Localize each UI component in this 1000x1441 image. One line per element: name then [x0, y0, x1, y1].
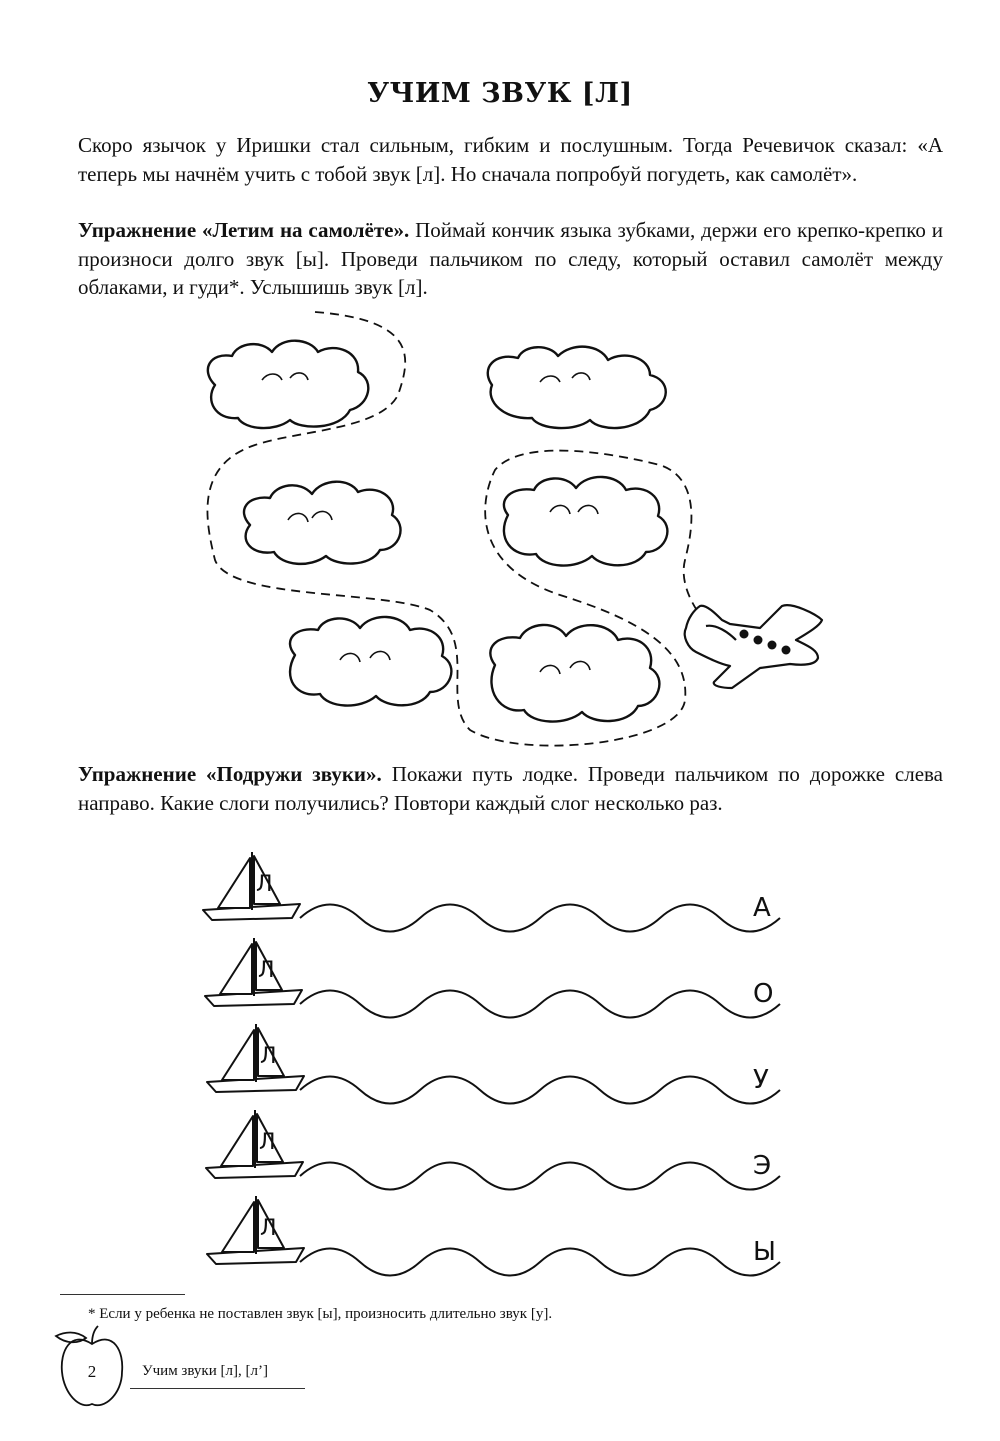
exercise-1-text: Поймай кончик языка зубками, держи его крепко-крепко и произноси долго звук [ы]. Проведи пальчиком по следу, который оставил самолёт между облаками, и гуди*. Услышишь звук [л].	[78, 218, 943, 299]
page-title: УЧИМ ЗВУК [Л]	[367, 78, 633, 109]
vowel-2: О	[753, 979, 774, 1009]
footnote: * Если у ребенка не поставлен звук [ы], произносить длительно звук [у].	[88, 1306, 553, 1322]
vowel-5: Ы	[753, 1237, 776, 1267]
exercise-2-text: Покажи путь лодке. Проведи пальчиком по дорожке слева направо. Какие слоги получились? Повтори каждый слог несколько раз.	[78, 762, 943, 815]
page-number: 2	[87, 1362, 97, 1381]
vowel-4: Э	[753, 1151, 772, 1181]
exercise-1-title: Упражнение «Летим на самолёте».	[78, 218, 410, 242]
vowel-1: А	[753, 893, 771, 923]
running-title-underline	[130, 1388, 305, 1389]
sail-letter-2: Л	[258, 958, 275, 983]
running-title: Учим звуки [л], [л’]	[142, 1363, 268, 1379]
sail-letter-3: Л	[260, 1044, 277, 1069]
sail-letter-5: Л	[260, 1216, 277, 1241]
sail-letter-1: Л	[256, 872, 273, 897]
exercise-2-title: Упражнение «Подружи звуки».	[78, 762, 382, 786]
vowel-3: У	[753, 1065, 769, 1095]
intro-paragraph: Скоро язычок у Иришки стал сильным, гибким и послушным. Тогда Речевичок сказал: «А теперь мы начнём учить с тобой звук [л]. Но сначала попробуй погудеть, как самолёт».	[78, 133, 943, 186]
sail-letter-4: Л	[259, 1130, 276, 1155]
